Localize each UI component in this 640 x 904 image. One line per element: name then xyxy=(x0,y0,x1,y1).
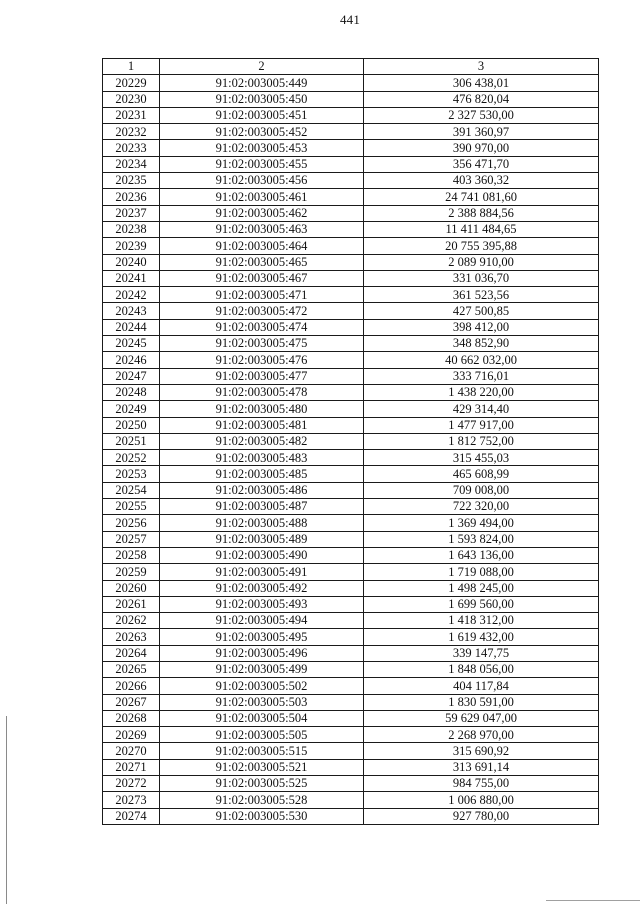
cadastral-number-cell: 91:02:003005:461 xyxy=(160,189,364,205)
table-row xyxy=(103,75,599,91)
registry-table xyxy=(102,58,599,825)
value-cell: 984 755,00 xyxy=(364,776,599,792)
row-index-cell: 20249 xyxy=(103,401,160,417)
cadastral-number-cell: 91:02:003005:494 xyxy=(160,613,364,629)
cadastral-number-cell: 91:02:003005:496 xyxy=(160,645,364,661)
value-cell: 2 089 910,00 xyxy=(364,254,599,270)
value-cell: 1 643 136,00 xyxy=(364,547,599,563)
value-cell: 709 008,00 xyxy=(364,482,599,498)
cadastral-number-cell: 91:02:003005:471 xyxy=(160,287,364,303)
table-row xyxy=(103,401,599,417)
table-row xyxy=(103,661,599,677)
value-cell: 313 691,14 xyxy=(364,759,599,775)
table-row xyxy=(103,124,599,140)
row-index-cell: 20273 xyxy=(103,792,160,808)
value-cell: 339 147,75 xyxy=(364,645,599,661)
cadastral-number-cell: 91:02:003005:482 xyxy=(160,433,364,449)
table-row xyxy=(103,450,599,466)
row-index-cell: 20251 xyxy=(103,433,160,449)
cadastral-number-cell: 91:02:003005:462 xyxy=(160,205,364,221)
table-row xyxy=(103,531,599,547)
row-index-cell: 20233 xyxy=(103,140,160,156)
row-index-cell: 20229 xyxy=(103,75,160,91)
table-row xyxy=(103,254,599,270)
row-index-cell: 20244 xyxy=(103,319,160,335)
table-row xyxy=(103,156,599,172)
cadastral-number-cell: 91:02:003005:490 xyxy=(160,547,364,563)
cadastral-number-cell: 91:02:003005:488 xyxy=(160,515,364,531)
row-index-cell: 20243 xyxy=(103,303,160,319)
cadastral-number-cell: 91:02:003005:489 xyxy=(160,531,364,547)
row-index-cell: 20241 xyxy=(103,270,160,286)
table-row xyxy=(103,613,599,629)
cadastral-number-cell: 91:02:003005:487 xyxy=(160,499,364,515)
scan-margin-line xyxy=(6,716,7,904)
row-index-cell: 20245 xyxy=(103,336,160,352)
cadastral-number-cell: 91:02:003005:472 xyxy=(160,303,364,319)
column-header-cadastral-number: 2 xyxy=(160,59,364,75)
row-index-cell: 20242 xyxy=(103,287,160,303)
table-row xyxy=(103,580,599,596)
cadastral-number-cell: 91:02:003005:492 xyxy=(160,580,364,596)
row-index-cell: 20252 xyxy=(103,450,160,466)
value-cell: 11 411 484,65 xyxy=(364,221,599,237)
table-row xyxy=(103,221,599,237)
value-cell: 1 498 245,00 xyxy=(364,580,599,596)
cadastral-number-cell: 91:02:003005:504 xyxy=(160,710,364,726)
cadastral-number-cell: 91:02:003005:481 xyxy=(160,417,364,433)
table-row xyxy=(103,433,599,449)
row-index-cell: 20231 xyxy=(103,107,160,123)
value-cell: 1 006 880,00 xyxy=(364,792,599,808)
value-cell: 20 755 395,88 xyxy=(364,238,599,254)
table-row xyxy=(103,287,599,303)
table-row xyxy=(103,189,599,205)
table-row xyxy=(103,352,599,368)
value-cell: 390 970,00 xyxy=(364,140,599,156)
cadastral-number-cell: 91:02:003005:505 xyxy=(160,727,364,743)
row-index-cell: 20237 xyxy=(103,205,160,221)
value-cell: 1 699 560,00 xyxy=(364,596,599,612)
table-row xyxy=(103,270,599,286)
value-cell: 429 314,40 xyxy=(364,401,599,417)
row-index-cell: 20253 xyxy=(103,466,160,482)
cadastral-number-cell: 91:02:003005:451 xyxy=(160,107,364,123)
cadastral-number-cell: 91:02:003005:495 xyxy=(160,629,364,645)
row-index-cell: 20265 xyxy=(103,661,160,677)
row-index-cell: 20270 xyxy=(103,743,160,759)
table-row xyxy=(103,336,599,352)
cadastral-number-cell: 91:02:003005:528 xyxy=(160,792,364,808)
row-index-cell: 20246 xyxy=(103,352,160,368)
value-cell: 1 830 591,00 xyxy=(364,694,599,710)
value-cell: 59 629 047,00 xyxy=(364,710,599,726)
cadastral-number-cell: 91:02:003005:525 xyxy=(160,776,364,792)
row-index-cell: 20272 xyxy=(103,776,160,792)
row-index-cell: 20232 xyxy=(103,124,160,140)
value-cell: 24 741 081,60 xyxy=(364,189,599,205)
table-row xyxy=(103,173,599,189)
table-row xyxy=(103,727,599,743)
table-header-row xyxy=(103,59,599,75)
row-index-cell: 20263 xyxy=(103,629,160,645)
value-cell: 465 608,99 xyxy=(364,466,599,482)
scan-bottom-edge xyxy=(546,900,640,901)
value-cell: 1 848 056,00 xyxy=(364,661,599,677)
value-cell: 1 619 432,00 xyxy=(364,629,599,645)
cadastral-number-cell: 91:02:003005:477 xyxy=(160,368,364,384)
cadastral-number-cell: 91:02:003005:475 xyxy=(160,336,364,352)
row-index-cell: 20239 xyxy=(103,238,160,254)
cadastral-number-cell: 91:02:003005:450 xyxy=(160,91,364,107)
cadastral-number-cell: 91:02:003005:449 xyxy=(160,75,364,91)
table-row xyxy=(103,205,599,221)
table-row xyxy=(103,710,599,726)
value-cell: 356 471,70 xyxy=(364,156,599,172)
cadastral-number-cell: 91:02:003005:503 xyxy=(160,694,364,710)
row-index-cell: 20262 xyxy=(103,613,160,629)
cadastral-number-cell: 91:02:003005:455 xyxy=(160,156,364,172)
row-index-cell: 20269 xyxy=(103,727,160,743)
row-index-cell: 20248 xyxy=(103,384,160,400)
table-row xyxy=(103,645,599,661)
table-row xyxy=(103,466,599,482)
cadastral-number-cell: 91:02:003005:515 xyxy=(160,743,364,759)
cadastral-number-cell: 91:02:003005:493 xyxy=(160,596,364,612)
table-row xyxy=(103,547,599,563)
row-index-cell: 20234 xyxy=(103,156,160,172)
value-cell: 40 662 032,00 xyxy=(364,352,599,368)
cadastral-number-cell: 91:02:003005:453 xyxy=(160,140,364,156)
cadastral-number-cell: 91:02:003005:483 xyxy=(160,450,364,466)
value-cell: 722 320,00 xyxy=(364,499,599,515)
cadastral-number-cell: 91:02:003005:491 xyxy=(160,564,364,580)
value-cell: 333 716,01 xyxy=(364,368,599,384)
cadastral-number-cell: 91:02:003005:530 xyxy=(160,808,364,824)
table-row xyxy=(103,140,599,156)
row-index-cell: 20238 xyxy=(103,221,160,237)
value-cell: 1 438 220,00 xyxy=(364,384,599,400)
table-row xyxy=(103,629,599,645)
value-cell: 1 593 824,00 xyxy=(364,531,599,547)
value-cell: 398 412,00 xyxy=(364,319,599,335)
cadastral-number-cell: 91:02:003005:452 xyxy=(160,124,364,140)
value-cell: 1 369 494,00 xyxy=(364,515,599,531)
value-cell: 2 268 970,00 xyxy=(364,727,599,743)
table-row xyxy=(103,107,599,123)
row-index-cell: 20274 xyxy=(103,808,160,824)
table-row xyxy=(103,499,599,515)
row-index-cell: 20240 xyxy=(103,254,160,270)
cadastral-number-cell: 91:02:003005:465 xyxy=(160,254,364,270)
table-row xyxy=(103,792,599,808)
row-index-cell: 20259 xyxy=(103,564,160,580)
value-cell: 315 455,03 xyxy=(364,450,599,466)
table-row xyxy=(103,303,599,319)
table-row xyxy=(103,808,599,824)
row-index-cell: 20258 xyxy=(103,547,160,563)
cadastral-number-cell: 91:02:003005:480 xyxy=(160,401,364,417)
row-index-cell: 20271 xyxy=(103,759,160,775)
column-header-index: 1 xyxy=(103,59,160,75)
row-index-cell: 20254 xyxy=(103,482,160,498)
cadastral-number-cell: 91:02:003005:463 xyxy=(160,221,364,237)
value-cell: 306 438,01 xyxy=(364,75,599,91)
table-row xyxy=(103,482,599,498)
cadastral-number-cell: 91:02:003005:502 xyxy=(160,678,364,694)
value-cell: 1 418 312,00 xyxy=(364,613,599,629)
cadastral-number-cell: 91:02:003005:464 xyxy=(160,238,364,254)
page-number: 441 xyxy=(339,12,361,27)
value-cell: 391 360,97 xyxy=(364,124,599,140)
table-row xyxy=(103,384,599,400)
value-cell: 1 477 917,00 xyxy=(364,417,599,433)
row-index-cell: 20261 xyxy=(103,596,160,612)
value-cell: 427 500,85 xyxy=(364,303,599,319)
row-index-cell: 20264 xyxy=(103,645,160,661)
table-row xyxy=(103,743,599,759)
value-cell: 2 327 530,00 xyxy=(364,107,599,123)
column-header-value: 3 xyxy=(364,59,599,75)
row-index-cell: 20236 xyxy=(103,189,160,205)
row-index-cell: 20247 xyxy=(103,368,160,384)
value-cell: 404 117,84 xyxy=(364,678,599,694)
row-index-cell: 20257 xyxy=(103,531,160,547)
table-row xyxy=(103,515,599,531)
cadastral-number-cell: 91:02:003005:486 xyxy=(160,482,364,498)
table-row xyxy=(103,319,599,335)
cadastral-number-cell: 91:02:003005:499 xyxy=(160,661,364,677)
table-row xyxy=(103,596,599,612)
row-index-cell: 20235 xyxy=(103,173,160,189)
value-cell: 1 812 752,00 xyxy=(364,433,599,449)
value-cell: 2 388 884,56 xyxy=(364,205,599,221)
value-cell: 331 036,70 xyxy=(364,270,599,286)
cadastral-number-cell: 91:02:003005:476 xyxy=(160,352,364,368)
row-index-cell: 20250 xyxy=(103,417,160,433)
value-cell: 927 780,00 xyxy=(364,808,599,824)
cadastral-number-cell: 91:02:003005:478 xyxy=(160,384,364,400)
cadastral-number-cell: 91:02:003005:456 xyxy=(160,173,364,189)
table-row xyxy=(103,694,599,710)
table-row xyxy=(103,564,599,580)
table-row xyxy=(103,759,599,775)
row-index-cell: 20260 xyxy=(103,580,160,596)
row-index-cell: 20230 xyxy=(103,91,160,107)
table-row xyxy=(103,417,599,433)
value-cell: 403 360,32 xyxy=(364,173,599,189)
value-cell: 361 523,56 xyxy=(364,287,599,303)
value-cell: 348 852,90 xyxy=(364,336,599,352)
row-index-cell: 20268 xyxy=(103,710,160,726)
cadastral-number-cell: 91:02:003005:474 xyxy=(160,319,364,335)
cadastral-number-cell: 91:02:003005:485 xyxy=(160,466,364,482)
value-cell: 476 820,04 xyxy=(364,91,599,107)
value-cell: 1 719 088,00 xyxy=(364,564,599,580)
cadastral-number-cell: 91:02:003005:467 xyxy=(160,270,364,286)
table-row xyxy=(103,368,599,384)
row-index-cell: 20256 xyxy=(103,515,160,531)
row-index-cell: 20267 xyxy=(103,694,160,710)
table-row xyxy=(103,678,599,694)
table-row xyxy=(103,91,599,107)
row-index-cell: 20266 xyxy=(103,678,160,694)
table-row xyxy=(103,776,599,792)
value-cell: 315 690,92 xyxy=(364,743,599,759)
row-index-cell: 20255 xyxy=(103,499,160,515)
cadastral-number-cell: 91:02:003005:521 xyxy=(160,759,364,775)
table-row xyxy=(103,238,599,254)
